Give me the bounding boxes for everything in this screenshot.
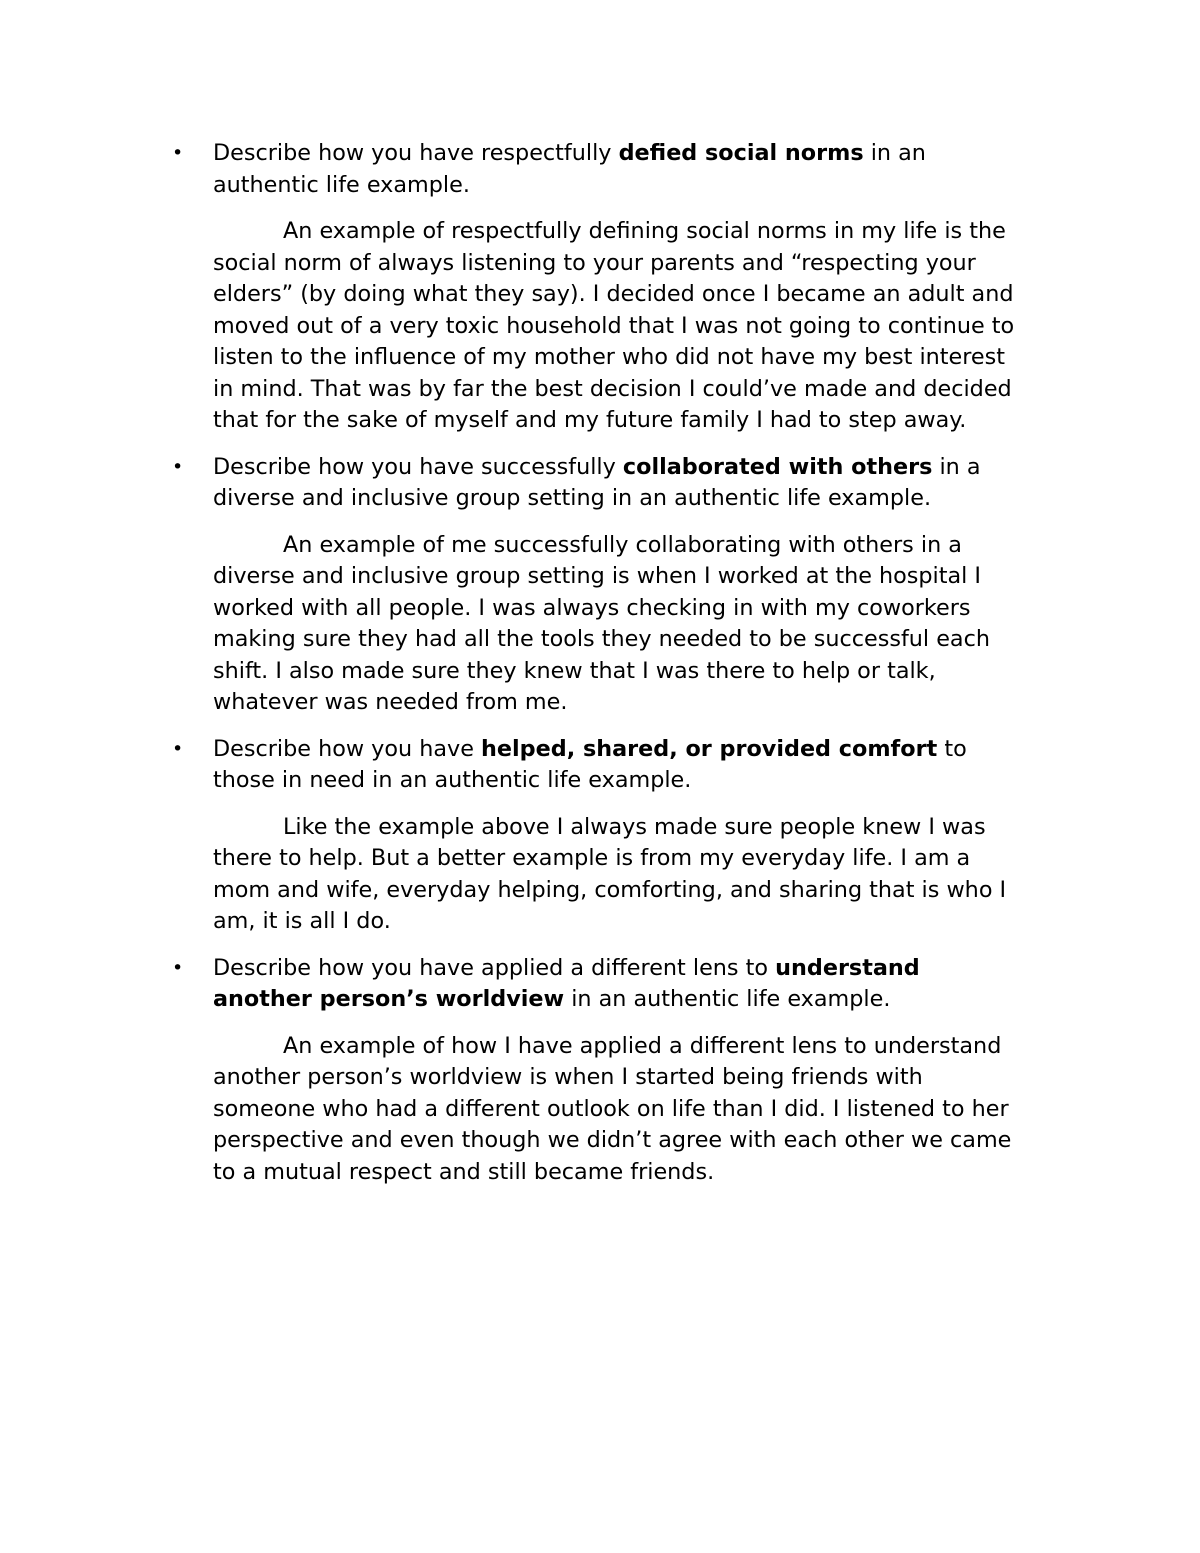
prompt-text-part: Describe how you have successfully: [213, 453, 623, 480]
prompt-text-part: diverse and inclusive group setting in an authentic life example.: [213, 485, 932, 511]
answer-line: another person’s worldview is when I started being friends with: [213, 1064, 923, 1090]
prompt-emphasis: understand: [775, 954, 920, 981]
answer-line: social norm of always listening to your parents and “respecting your: [213, 249, 976, 276]
prompt-emphasis: another person’s worldview: [213, 986, 565, 1012]
answer-line: moved out of a very toxic household that I was not going to continue to: [213, 312, 1015, 339]
prompt-text: [213, 953, 1071, 1016]
answer-line: An example of me successfully collaborating with others in a: [283, 531, 962, 558]
prompt-emphasis: collaborated with others: [622, 453, 933, 480]
answer-line: someone who had a different outlook on life than I did. I listened to her: [213, 1095, 1009, 1122]
answer-line: in mind. That was by far the best decision I could’ve made and decided: [213, 375, 1012, 402]
prompt-text-part: Describe how you have applied a different lens to: [213, 954, 776, 981]
answer-line: Like the example above I always made sure people knew I was: [283, 813, 986, 840]
list-item: [171, 138, 1071, 437]
answer-line: listen to the influence of my mother who did not have my best interest: [213, 344, 1005, 370]
prompt-text-part: in an: [863, 140, 926, 166]
answer-line: An example of how I have applied a different lens to understand: [283, 1032, 1002, 1059]
prompt-text: [213, 452, 1071, 515]
answer-line: to a mutual respect and still became friends.: [213, 1158, 715, 1185]
answer-line: diverse and inclusive group setting is when I worked at the hospital I: [213, 563, 982, 589]
answer-line: that for the sake of myself and my future family I had to step away.: [213, 407, 967, 433]
prompt-text: [213, 734, 1071, 797]
prompt-emphasis: helped, shared, or provided comfort: [481, 735, 938, 762]
prompt-emphasis: defied social norms: [618, 140, 864, 166]
list-item: [171, 452, 1071, 719]
bullet-icon: •: [172, 142, 184, 164]
answer-line: elders” (by doing what they say). I decided once I became an adult and: [213, 281, 1014, 307]
answer-line: making sure they had all the tools they needed to be successful each: [213, 626, 990, 652]
prompt-text: [213, 138, 1071, 201]
bullet-icon: •: [172, 455, 184, 478]
answer-line: shift. I also made sure they knew that I was there to help or talk,: [213, 657, 936, 684]
bullet-icon: •: [172, 956, 184, 979]
answer-paragraph: [213, 216, 1071, 437]
prompt-text-part: authentic life example.: [213, 171, 470, 198]
prompt-text-part: Describe how you have respectfully: [213, 140, 619, 166]
answer-line: An example of respectfully defining social norms in my life is the: [283, 218, 1006, 244]
answer-paragraph: [213, 1031, 1071, 1189]
document-body: [171, 138, 1071, 1203]
answer-paragraph: [213, 530, 1071, 719]
answer-line: mom and wife, everyday helping, comforting, and sharing that is who I: [213, 876, 1007, 903]
answer-paragraph: [213, 812, 1071, 938]
prompt-text-part: to: [937, 735, 967, 762]
answer-line: perspective and even though we didn’t agree with each other we came: [213, 1127, 1012, 1153]
answer-line: am, it is all I do.: [213, 908, 391, 934]
list-item: [171, 734, 1071, 938]
bullet-icon: •: [172, 737, 184, 760]
answer-line: worked with all people. I was always checking in with my coworkers: [213, 594, 971, 621]
answer-line: whatever was needed from me.: [213, 689, 568, 715]
prompt-text-part: those in need in an authentic life example.: [213, 767, 692, 793]
prompt-text-part: in an authentic life example.: [564, 986, 891, 1012]
answer-line: there to help. But a better example is from my everyday life. I am a: [213, 845, 971, 871]
prompt-text-part: in a: [932, 453, 981, 480]
prompt-text-part: Describe how you have: [213, 735, 482, 762]
list-item: [171, 953, 1071, 1189]
